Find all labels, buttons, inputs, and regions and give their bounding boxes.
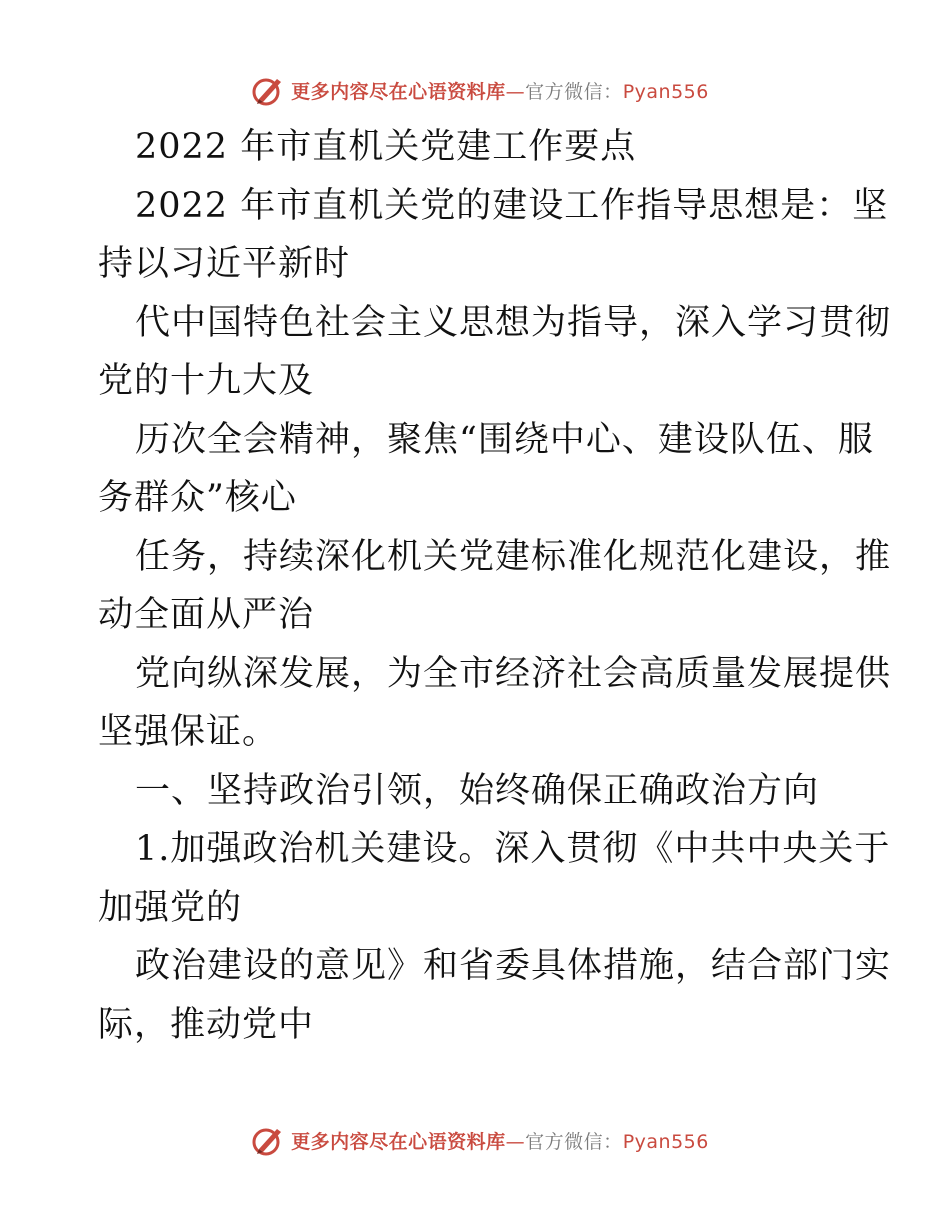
banner-text [291,1127,709,1154]
paragraph-line: 务群众”核心 [98,478,297,518]
pen-logo-icon [251,73,285,107]
pen-logo-icon [251,1123,285,1157]
paragraph-line: 坚强保证。 [98,712,279,752]
paragraph-line: 2022 年市直机关党的建设工作指导思想是：坚 [135,185,889,226]
paragraph-line: 党向纵深发展，为全市经济社会高质量发展提供 [135,653,892,694]
paragraph-line: 党的十九大及 [98,361,315,401]
banner-dash: — [505,80,526,103]
paragraph-line: 动全面从严治 [98,595,315,635]
document-title: 2022 年市直机关党建工作要点 [135,127,637,167]
banner-label: 官方微信： [525,1130,623,1153]
paragraph-line: 持以习近平新时 [98,244,351,284]
banner-group [241,1123,709,1157]
paragraph-line: 政治建设的意见》和省委具体措施，结合部门实 [135,946,892,986]
paragraph-line: 际，推动党中 [98,1004,315,1045]
banner-dash: — [505,1130,526,1153]
banner-wechat-id: Pyan556 [622,1130,709,1153]
paragraph-line: 任务，持续深化机关党建标准化规范化建设，推 [135,536,892,577]
banner-wechat-id: Pyan556 [622,80,709,103]
document-body [98,118,892,1054]
paragraph-line: 历次全会精神，聚焦“围绕中心、建设队伍、服 [135,419,874,460]
header-banner [0,70,950,110]
paragraph-line: 加强党的 [98,887,243,928]
banner-group [241,73,709,107]
banner-brand: 更多内容尽在心语资料库 [291,1130,506,1153]
paragraph-line: 代中国特色社会主义思想为指导，深入学习贯彻 [135,302,892,343]
paragraph-line: 1.加强政治机关建设。深入贯彻《中共中央关于 [135,829,891,869]
section-heading: 一、坚持政治引领，始终确保正确政治方向 [135,770,820,811]
banner-brand: 更多内容尽在心语资料库 [291,80,506,103]
banner-text [291,77,709,104]
banner-label: 官方微信： [525,80,623,103]
footer-banner [0,1120,950,1160]
